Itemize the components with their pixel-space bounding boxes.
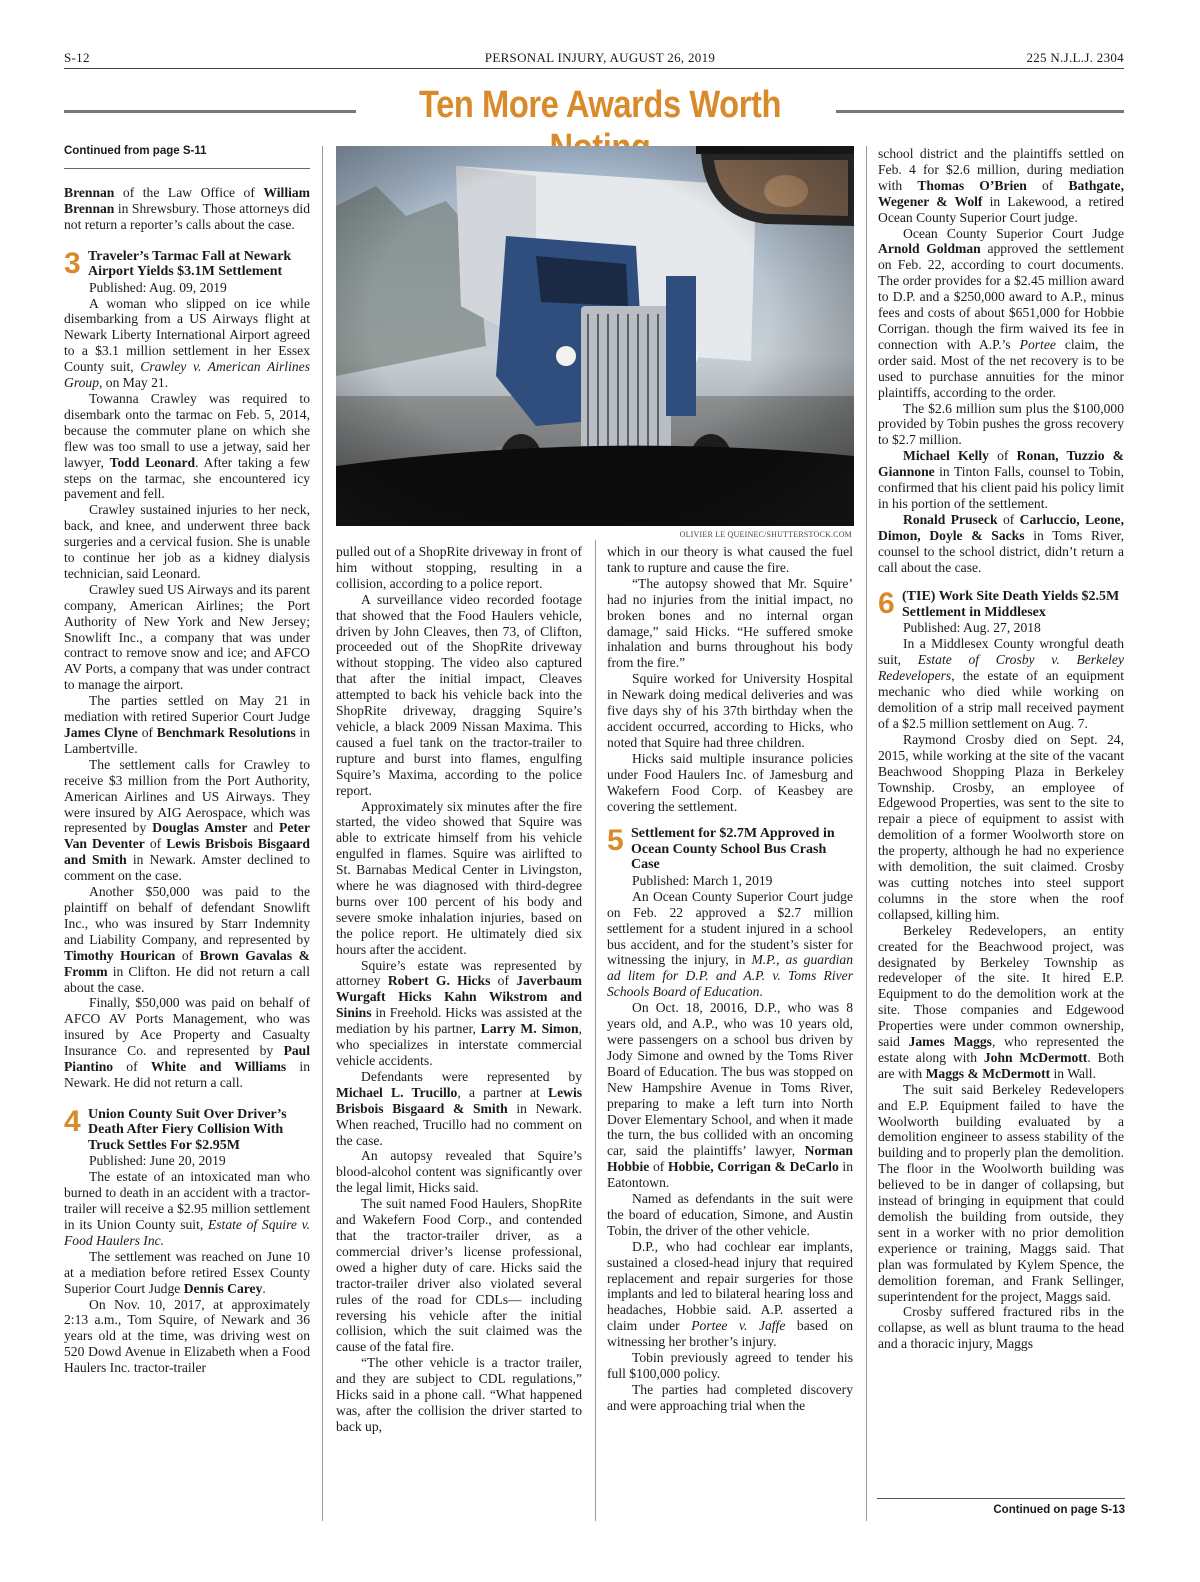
- text-run: A woman who slipped on ice while disembarking from a US Airways flight at Newark Liberty International Airport agreed to a $3.1 million settlement in her Essex County suit,: [64, 295, 310, 375]
- text-run: . After taking a few steps on the tarmac, she encountered icy pavement and fell.: [64, 454, 311, 502]
- bold-name: James Maggs: [908, 1034, 992, 1050]
- text-run: Named as defendants in the suit were the board of education, Simone, and Austin Tobin, the driver of the other vehicle.: [607, 1191, 853, 1238]
- bold-name: Ronan, Tuzzio & Giannone: [878, 448, 1124, 480]
- bold-name: Lewis Brisbois Bisgaard and Smith: [64, 836, 310, 868]
- paragraph: [878, 448, 1124, 512]
- bold-name: Arnold Goldman: [878, 241, 981, 257]
- paragraph: [64, 693, 310, 757]
- paragraph: [878, 226, 1124, 401]
- text-run: “The autopsy showed that Mr. Squire’ had no injuries from the initial impact, no broken bones and no internal organ damage,” said Hicks. “He suffered smoke inhalation and burns throughout his body from the fire.”: [607, 575, 853, 671]
- bold-name: Hobbie, Corrigan & DeCarlo: [668, 1159, 839, 1175]
- bold-name: Bathgate, Wegener & Wolf: [878, 177, 1124, 209]
- citation: 225 N.J.L.J. 2304: [1026, 50, 1124, 65]
- text-run: pulled out of a ShopRite driveway in front of him without stopping, resulting in a collision, according to a police report.: [336, 544, 582, 591]
- column-2: [336, 544, 582, 1435]
- story-3-body: [64, 296, 310, 1091]
- paragraph: [64, 391, 310, 502]
- text-run: in Clifton. He did not return a call about the case.: [64, 963, 310, 995]
- paragraph: [336, 1148, 582, 1196]
- paragraph: [64, 185, 310, 233]
- text-run: of the Law Office of: [114, 184, 264, 200]
- story-6-heading: [878, 589, 1124, 620]
- bold-name: William Brennan: [64, 184, 310, 216]
- text-run: The parties had completed discovery and were approaching trial when the: [607, 1381, 853, 1413]
- paragraph: [64, 1297, 310, 1377]
- case-title: Estate of Squire v. Food Haulers Inc.: [64, 1216, 310, 1248]
- paragraph: [878, 401, 1124, 449]
- text-run: in Shrewsbury. Those attorneys did not return a reporter’s calls about the case.: [64, 200, 310, 232]
- text-run: An autopsy revealed that Squire’s blood-alcohol content was significantly over the legal limit, Hicks said.: [336, 1148, 582, 1196]
- page-number: S-12: [64, 50, 90, 65]
- text-run: A surveillance video recorded footage that showed that the Food Haulers vehicle, driven by John Cleaves, then 73, of Clifton, proceeded out of the ShopRite driveway without stopping. The video also captured that after the initial impact, Cleaves attempted to back his vehicle back into the ShopRite driveway, dragging Squire’s vehicle, a black 2009 Nissan Maxima. This caused a fuel tank on the tractor-trailer to rupture and burst into flames, engulfing Squire’s Maxima, according to the police report.: [336, 591, 582, 798]
- text-run: in Toms River, counsel to the school district, didn’t return a call about the case.: [878, 527, 1124, 575]
- text-run: Hicks said multiple insurance policies under Food Haulers Inc. of Jamesburg and Wakefern Food Corp. of Keasbey are covering the settlement.: [607, 750, 853, 814]
- story-number: 4: [64, 1104, 81, 1138]
- headline: Settlement for $2.7M Approved in Ocean County School Bus Crash Case: [631, 826, 835, 873]
- bold-name: Javerbaum Wurgaft Hicks Kahn Wikstrom and Sinins: [336, 973, 582, 1021]
- published-date: Published: Aug. 27, 2018: [903, 620, 1041, 636]
- text-run: of: [144, 836, 167, 852]
- paragraph: [607, 671, 853, 751]
- text-run: An Ocean County Superior Court judge on Feb. 22 approved a $2.7 million settlement for a student injured in a school bus accident, and for the student’s sister for witnessing the injury, in: [607, 888, 853, 968]
- bold-name: Paul Piantino: [64, 1043, 310, 1075]
- text-run: , a partner at: [457, 1084, 549, 1100]
- text-run: Raymond Crosby died on Sept. 24, 2015, while working at the site of the vacant Beachwood Shopping Plaza in Berkeley Township. Crosby, an employee of Edgewood Properties, was sent to the site to repair a piece of equipment to assist with demolition of a former Woolworth store on the property, although he had no experience with demolition, the suit claimed. Crosby was cutting notches into steel support columns in the store when the roof collapsed, killing him.: [878, 731, 1124, 922]
- text-run: In a Middlesex County wrongful death suit,: [878, 636, 1124, 668]
- text-run: based on witnessing her brother’s injury.: [607, 1318, 853, 1350]
- text-run: , who specializes in interstate commercial vehicle accidents.: [336, 1021, 582, 1068]
- story-4-conclusion: [607, 544, 853, 814]
- paragraph: [336, 544, 582, 592]
- section-date: PERSONAL INJURY, AUGUST 26, 2019: [484, 50, 716, 65]
- story-number: 6: [878, 587, 895, 621]
- text-run: approved the settlement on Feb. 22, according to court documents. The order provides for a $2.45 million award to D.P. and a $250,000 award to A.P., minus fees and costs of about $651,000 for Hobbie Corrigan. though the firm waived its fee in connection with A.P.’s: [878, 241, 1124, 352]
- text-run: Berkeley Redevelopers, an entity created for the Beachwood project, was designated by Berkeley Township as redeveloper of the site. It hired E.P. Equipment to do the demolition work at the site. Those companies and Edgewood Properties were under common ownership, said: [878, 922, 1124, 1050]
- published-date: Published: Aug. 09, 2019: [89, 279, 227, 295]
- story-6-body: [878, 636, 1124, 1352]
- title-rule-left: [64, 110, 356, 113]
- text-run: Another $50,000 was paid to the plaintiff on behalf of defendant Snowlift Inc., who was insured by Starr Indemnity and Liability Company, and represented by: [64, 884, 310, 947]
- text-run: The suit said Berkeley Redevelopers and E.P. Equipment failed to have the Woolworth building evaluated by a demolition engineer to assess stability of the building and to properly plan the demolition. The floor in the Woolworth building was believed to be in danger of collapsing, but instead of bringing in equipment that could demolish the building from outside, they sent in a worker with no prior demolition experience or training, Maggs said. That plan was formulated by Kylem Spence, the demolition foreman, and Frank Sellinger, superintendent for the project, Maggs said.: [878, 1081, 1124, 1304]
- text-run: The settlement calls for Crawley to receive $3 million from the Port Authority, American Airlines and US Airways. They were insured by AIG Aerospace, which was represented by: [64, 756, 310, 836]
- paragraph: [64, 502, 310, 582]
- headline: Traveler’s Tarmac Fall at Newark Airport Yields $3.1M Settlement: [88, 248, 292, 280]
- bold-name: Timothy Hourican: [64, 947, 176, 963]
- paragraph: [607, 576, 853, 671]
- bold-name: Robert G. Hicks: [387, 973, 491, 989]
- photo-credit: OLIVIER LE QUEINEC/SHUTTERSTOCK.COM: [679, 530, 852, 539]
- bold-name: Larry M. Simon: [480, 1021, 579, 1037]
- text-run: Ocean County Superior Court Judge: [903, 225, 1124, 241]
- case-title: Portee v. Jaffe: [691, 1318, 786, 1334]
- column-4: [878, 146, 1124, 1352]
- bold-name: Michael L. Trucillo: [336, 1084, 458, 1100]
- text-run: in Eatontown.: [607, 1159, 854, 1191]
- bold-name: Maggs & McDermott: [925, 1065, 1051, 1081]
- text-run: The $2.6 million sum plus the $100,000 provided by Tobin pushes the gross recovery to $2.7 million.: [878, 400, 1124, 448]
- text-run: On Nov. 10, 2017, at approximately 2:13 a.m., Tom Squire, of Newark and 36 years old at the time, was driving west on 520 Dowd Avenue in Elizabeth when a Food Haulers Inc. tractor-trailer: [64, 1296, 310, 1376]
- paragraph: [607, 889, 853, 1000]
- text-run: Tobin previously agreed to tender his full $100,000 policy.: [607, 1350, 853, 1381]
- text-run: Defendants were represented by: [361, 1068, 582, 1084]
- paragraph: [336, 1355, 582, 1435]
- bold-name: Norman Hobbie: [607, 1143, 853, 1175]
- header-rule: [64, 68, 1124, 69]
- paragraph: [64, 1169, 310, 1249]
- text-run: in Newark. When reached, Trucillo had no comment on the case.: [336, 1100, 582, 1148]
- text-run: “The other vehicle is a tractor trailer, and they are subject to CDL regulations,” Hicks said in a phone call. “What happened was, after the collision the driver started to back up,: [336, 1355, 582, 1434]
- paragraph: [878, 732, 1124, 923]
- paragraph: [64, 582, 310, 693]
- paragraph: [64, 757, 310, 884]
- text-run: of: [137, 725, 157, 740]
- text-run: in Lakewood, a retired Ocean County Superior Court judge.: [878, 193, 1124, 225]
- text-run: in Tinton Falls, counsel to Tobin, confirmed that his client paid his policy limit in his portion of the settlement.: [878, 464, 1124, 511]
- text-run: of: [997, 511, 1020, 527]
- bold-name: Benchmark Resolutions: [156, 725, 296, 740]
- text-run: Squire worked for University Hospital in Newark doing medical deliveries and was five days shy of his 37th birthday when the accident occurred, according to Hicks, who noted that Squire had three children.: [607, 671, 853, 750]
- case-title: M.P., as guardian ad litem for D.P. and A.P. v. Toms River Schools Board of Education: [607, 952, 853, 1000]
- text-run: Finally, $50,000 was paid on behalf of AFCO AV Ports Management, who was insured by Ace Property and Casualty Insurance Co. and represented by: [64, 995, 310, 1059]
- story-5-conclusion: [878, 146, 1124, 575]
- bold-name: White and Williams: [150, 1059, 287, 1075]
- text-run: in Wall.: [1050, 1065, 1096, 1081]
- paragraph: [607, 1000, 853, 1191]
- continued-on: Continued on page S-13: [993, 1504, 1125, 1516]
- text-run: of: [490, 973, 517, 989]
- page-title: Ten More Awards Worth: [418, 84, 781, 126]
- text-run: On Oct. 18, 20016, D.P., who was 8 years old, and A.P., who was 10 years old, were passengers on a school bus driven by Jody Simone and owned by the Toms River Board of Education. The bus was stopped on New Hampshire Avenue in Toms River, preparing to make a left turn into North Dover Elementary School, and when it made the turn, the bus collided with an oncoming car, said the plaintiffs’ lawyer,: [607, 1000, 853, 1159]
- text-run: .: [262, 1280, 266, 1296]
- column-rule: [595, 540, 596, 1521]
- text-run: of: [175, 947, 200, 963]
- text-run: .: [759, 984, 763, 1000]
- column-rule: [866, 146, 867, 1521]
- paragraph: [607, 544, 853, 576]
- case-title: Crawley v. American Airlines Group: [64, 359, 310, 391]
- paragraph: [878, 512, 1124, 576]
- text-run: in Lambertville.: [64, 725, 311, 756]
- text-run: , the estate of an equipment mechanic who died while working on demolition of a strip mall received payment of a $2.5 million settlement on Aug. 7.: [878, 668, 1124, 731]
- case-title: Portee: [1019, 336, 1056, 352]
- bold-name: Michael Kelly: [903, 448, 989, 464]
- text-run: , on May 21.: [99, 375, 169, 391]
- paragraph: [336, 1196, 582, 1355]
- text-run: of: [113, 1059, 151, 1075]
- paragraph: [607, 1350, 853, 1382]
- column-1: [64, 146, 310, 1376]
- published-date: Published: March 1, 2019: [632, 872, 773, 888]
- story-4-heading: [64, 1104, 310, 1154]
- text-run: Approximately six minutes after the fire started, the video showed that Squire was able to extricate himself from his vehicle engulfed in flames. Squire was airlifted to St. Barnabas Medical Center in Livingston, where he was diagnosed with third-degree burns over 100 percent of his body and severe smoke inhalation injuries, based on the police report. He ultimately died six hours after the accident.: [336, 798, 582, 957]
- paragraph: [64, 1249, 310, 1297]
- bold-name: Todd Leonard: [109, 454, 196, 470]
- story-5-body: [607, 889, 853, 1414]
- bold-name: Thomas O’Brien: [917, 177, 1027, 193]
- paragraph: [878, 923, 1124, 1082]
- text-run: The settlement was reached on June 10 at a mediation before retired Essex County Superior Court Judge: [64, 1248, 310, 1296]
- text-run: of: [988, 448, 1017, 464]
- continued-from: Continued from page S-11: [64, 144, 310, 169]
- bold-name: Lewis Brisbois Bisgaard & Smith: [336, 1084, 583, 1116]
- title-rule-right: [836, 110, 1124, 113]
- text-run: in Freehold. Hicks was assisted at the mediation by his partner,: [336, 1005, 582, 1037]
- text-run: in Newark. Amster declined to comment on the case.: [64, 852, 310, 884]
- bold-name: Carluccio, Leone, Dimon, Doyle & Sacks: [878, 511, 1124, 543]
- paragraph: [336, 958, 582, 1069]
- text-run: The suit named Food Haulers, ShopRite and Wakefern Food Corp., and contended that the tractor-trailer driver, as a commercial driver’s license professional, owed a higher duty of care. Hicks said the tractor-trailer driver also violated several rules of the road for CDLs— including reversing his vehicle after the initial collision, which the suit claimed was the cause of the fatal fire.: [336, 1196, 582, 1355]
- paragraph: [64, 884, 310, 995]
- text-run: The estate of an intoxicated man who burned to death in an accident with a tractor-trailer will receive a $2.95 million settlement in its Union County suit,: [64, 1169, 310, 1232]
- text-run: . Both are with: [878, 1049, 1125, 1081]
- text-run: Crawley sued US Airways and its parent company, American Airlines; the Port Authority of New York and New Jersey; Snowlift Inc., a company that was under contract to remove snow and ice; and AFCO AV Ports, a company that was under contract to manage the airport.: [64, 581, 310, 693]
- paragraph: [878, 1304, 1124, 1352]
- headline: (TIE) Work Site Death Yields $2.5M Settlement in Middlesex: [902, 589, 1120, 620]
- story-4-body: [64, 1169, 310, 1376]
- paragraph: [878, 636, 1124, 731]
- text-run: Crawley sustained injuries to her neck, back, and knee, and underwent three back surgeries and a cervical fusion. She is unable to continue her job as a kidney dialysis technician, said Leonard.: [64, 502, 310, 581]
- text-run: of: [1026, 177, 1069, 193]
- paragraph: [878, 146, 1124, 226]
- paragraph: [336, 592, 582, 799]
- story-5-heading: [607, 826, 853, 873]
- column-rule: [322, 146, 323, 1521]
- bold-name: Ronald Pruseck: [903, 511, 998, 527]
- bold-name: Brown Gavalas & Fromm: [64, 947, 310, 979]
- story-3-heading: [64, 246, 310, 280]
- text-run: D.P., who had cochlear ear implants, sustained a closed-head injury that required replacement and repair surgeries for those implants and led to bilateral hearing loss and headaches, Hobbie said. A.P. asserted a claim under: [607, 1238, 853, 1334]
- text-run: Crosby suffered fractured ribs in the collapse, as well as blunt trauma to the head and a thoracic injury, Maggs: [878, 1304, 1124, 1352]
- story-number: 5: [607, 824, 624, 858]
- paragraph: [336, 1069, 582, 1149]
- paragraph: [607, 1382, 853, 1414]
- case-title: Estate of Crosby v. Berkeley Redevelopers: [878, 652, 1124, 684]
- paragraph: [64, 296, 310, 391]
- paragraph: [607, 751, 853, 815]
- bold-name: Douglas Amster: [152, 820, 248, 836]
- text-run: which in our theory is what caused the fuel tank to rupture and cause the fire.: [607, 544, 853, 575]
- text-run: school district and the plaintiffs settled on Feb. 4 for $2.6 million, during mediation with: [878, 146, 1124, 193]
- column-3: [607, 544, 853, 1414]
- bold-name: James Clyne: [64, 725, 138, 740]
- text-run: Squire’s estate was represented by attorney: [336, 957, 582, 989]
- text-run: in Newark. He did not return a call.: [64, 1059, 310, 1090]
- truck-photo: [336, 146, 854, 526]
- paragraph: [336, 799, 582, 958]
- paragraph: [607, 1191, 853, 1239]
- published-date: Published: June 20, 2019: [89, 1153, 226, 1169]
- paragraph: [878, 1082, 1124, 1305]
- bold-name: John McDermott: [983, 1049, 1088, 1065]
- text-run: Towanna Crawley was required to disembark onto the tarmac on Feb. 5, 2014, because the commuter plane on which she flew was too small to use a jetway, said her lawyer,: [64, 390, 310, 470]
- paragraph: [607, 1239, 853, 1350]
- text-run: and: [247, 820, 280, 836]
- bold-name: Peter Van Deventer: [64, 820, 310, 852]
- footer-rule: [877, 1498, 1125, 1499]
- headline: Union County Suit Over Driver’s Death After Fiery Collision With Truck Settles For $2.95M: [88, 1106, 287, 1153]
- text-run: of: [649, 1159, 668, 1175]
- story-number: 3: [64, 246, 81, 280]
- story-4-continued: [336, 544, 582, 1435]
- text-run: The parties settled on May 21 in mediation with retired Superior Court Judge: [64, 693, 310, 725]
- bold-name: Brennan: [64, 184, 115, 200]
- text-run: , who represented the estate along with: [878, 1034, 1125, 1065]
- paragraph: [64, 995, 310, 1090]
- text-run: claim, the order said. Most of the net recovery is to be used to purchase annuities for the minor plaintiffs, according to the order.: [878, 336, 1125, 400]
- bold-name: Dennis Carey: [183, 1280, 263, 1296]
